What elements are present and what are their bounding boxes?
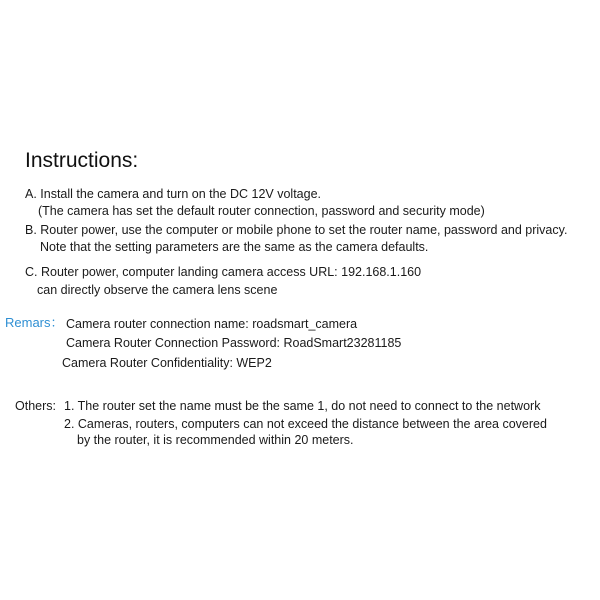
others-item-2-line1: 2. Cameras, routers, computers can not exceed the distance between the area covered <box>64 417 547 431</box>
remarks-label: Remars： <box>5 315 64 330</box>
remarks-connection-password: Camera Router Connection Password: RoadSmart23281185 <box>66 336 402 350</box>
step-c-line2: can directly observe the camera lens scene <box>37 283 278 297</box>
step-c-line1: C. Router power, computer landing camera access URL: 192.168.1.160 <box>25 265 422 279</box>
step-b-line2: Note that the setting parameters are the same as the camera defaults. <box>40 240 429 254</box>
remarks-confidentiality: Camera Router Confidentiality: WEP2 <box>62 356 272 370</box>
step-a-line1: A. Install the camera and turn on the DC 12V voltage. <box>25 187 322 201</box>
step-a-line2: (The camera has set the default router connection, password and security mode) <box>38 204 485 218</box>
others-item-2-line2: by the router, it is recommended within 20 meters. <box>77 433 354 447</box>
others-label: Others: <box>15 399 56 413</box>
step-b-line1: B. Router power, use the computer or mobile phone to set the router name, password and privacy. <box>25 223 568 237</box>
others-item-1: 1. The router set the name must be the same 1, do not need to connect to the network <box>64 399 541 413</box>
remarks-connection-name: Camera router connection name: roadsmart_camera <box>66 317 358 331</box>
page-title: Instructions: <box>25 149 139 172</box>
